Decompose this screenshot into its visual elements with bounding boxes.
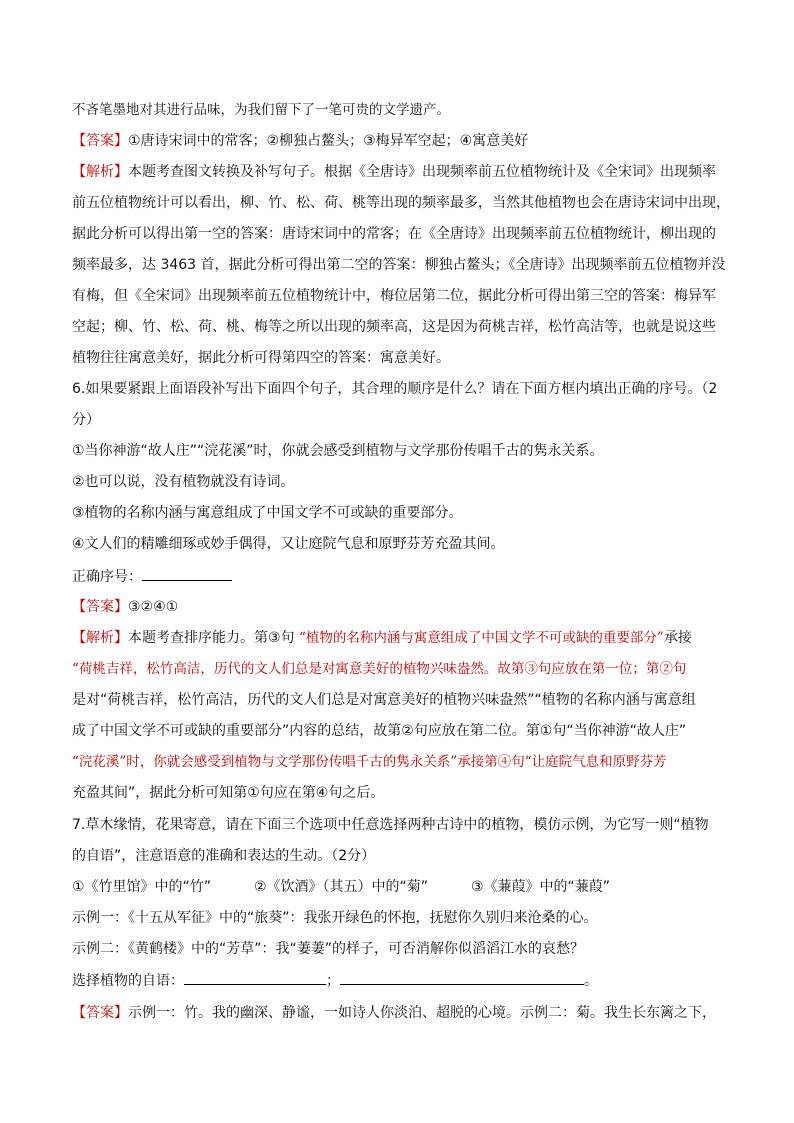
q6-option: ①当你神游“故人庄”“浣花溪”时，你就会感受到植物与文学那份传唱千古的隽永关系。 [72,443,604,459]
q7-example-1: 示例一：《十五从军征》中的“旅葵”：我张开绿色的怀抱，抚慰你久别归来沧桑的心。 [72,910,598,926]
choice-2: ②《饮酒》（其五）中的“菊” [253,879,429,895]
q5-analysis-line: 前五位植物统计可以看出，柳、竹、松、荷、桃等出现的频率最多，当然其他植物也会在唐诗宋词中出现， [72,195,730,211]
q7-fill-row: 选择植物的自语： ； 。 [72,970,598,991]
q5-analysis-line: 空起；柳、竹、松、荷、桃、梅等之所以出现的频率高，这是因为荷桃吉祥，松竹高洁等，也就是说这些 [72,319,716,335]
q6-analysis-line: “荷桃吉祥，松竹高洁，历代的文人们总是对寓意美好的植物兴味盎然。故第③句应放在第一位；第②句 [72,661,687,677]
answer-blank-2[interactable] [340,970,584,985]
q6-analysis-line: 【解析】本题考查排序能力。第③句 “植物的名称内涵与寓意组成了中国文学不可或缺的重要部分”承接 [72,630,692,646]
choice-1: ①《竹里馆》中的“竹” [72,879,212,895]
q6-option: ③植物的名称内涵与寓意组成了中国文学不可或缺的重要部分。 [72,505,463,521]
q5-analysis-line: 有梅，但《全宋词》出现频率前五位植物统计中，梅位居第二位，据此分析可得出第三空的答案：梅异军 [72,288,716,304]
q6-fill-row [72,566,232,587]
answer-tag: 【答案】 [72,1005,128,1021]
choice-3: ③《蒹葭》中的“蒹葭” [470,879,610,895]
q7-stem: 7.草木缘情，花果寄意，请在下面三个选项中任意选择两种古诗中的植物，模仿示例，为它写一则“植物 [72,817,709,833]
q5-analysis-line: 频率最多，达 3463 首，据此分析可得出第二空的答案：柳独占鳌头；《全唐诗》出现频率前五位植物并没 [72,257,726,273]
q5-analysis-line: 植物往往寓意美好，据此分析可得第四空的答案：寓意美好。 [72,350,450,366]
analysis-tag: 【解析】 [72,630,128,646]
q6-stem: 6.如果要紧跟上面语段补写出下面四个句子，其合理的顺序是什么？请在下面方框内填出正确的序号。（2 [72,381,718,397]
q5-answer [72,131,528,151]
q5-analysis-line: 据此分析可以得出第一空的答案：唐诗宋词中的常客；在《全唐诗》出现频率前五位植物统计，柳出现的 [72,226,716,242]
answer-blank-1[interactable] [184,970,326,985]
q7-example-2: 示例二：《黄鹤楼》中的“芳草”：我“萋萋”的样子，可否消解你似滔滔江水的哀愁？ [72,941,585,957]
q6-analysis-line: “浣花溪”时，你就会感受到植物与文学那份传唱千古的隽永关系”承接第④句“让庭院气息和原野芬芳 [72,754,667,770]
q7-answer [72,1003,716,1023]
q6-option: ④文人们的精雕细琢或妙手偶得，又让庭院气息和原野芬芳充盈其间。 [72,536,505,552]
q6-analysis-line: 充盈其间”，据此分析可知第①句应在第④句之后。 [72,785,385,801]
analysis-tag: 【解析】 [72,164,128,180]
answer-blank[interactable] [142,566,232,581]
fill-label: 正确序号： [72,569,142,585]
answer-tag: 【答案】 [72,599,128,615]
q6-answer [72,597,178,617]
intro-line: 不吝笔墨地对其进行品味，为我们留下了一笔可贵的文学遗产。 [72,102,450,118]
answer-tag: 【答案】 [72,133,128,149]
fill-label: 选择植物的自语： [72,973,184,989]
answer-text: ①唐诗宋词中的常客；②柳独占鳌头；③梅异军空起；④寓意美好 [128,133,529,149]
q6-analysis-line: 是对“荷桃吉祥，松竹高洁，历代的文人们总是对寓意美好的植物兴味盎然”“植物的名称内涵与寓意组 [72,692,696,708]
q7-stem: 的自语”，注意语意的准确和表达的生动。（2分） [72,848,376,864]
answer-text: 示例一：竹。我的幽深、静谧，一如诗人你淡泊、超脱的心境。示例二：菊。我生长东篱之下， [128,1005,716,1021]
answer-text: ③②④① [128,599,179,615]
q6-stem: 分） [72,412,100,428]
q6-analysis-line: 成了中国文学不可或缺的重要部分”内容的总结，故第②句应放在第二位。第①句“当你神游“故人庄” [72,723,687,739]
q7-choices [72,877,610,897]
q5-analysis-line: 【解析】本题考查图文转换及补写句子。根据《全唐诗》出现频率前五位植物统计及《全宋词》出现频率 [72,164,716,180]
q6-option: ②也可以说，没有植物就没有诗词。 [72,474,295,490]
